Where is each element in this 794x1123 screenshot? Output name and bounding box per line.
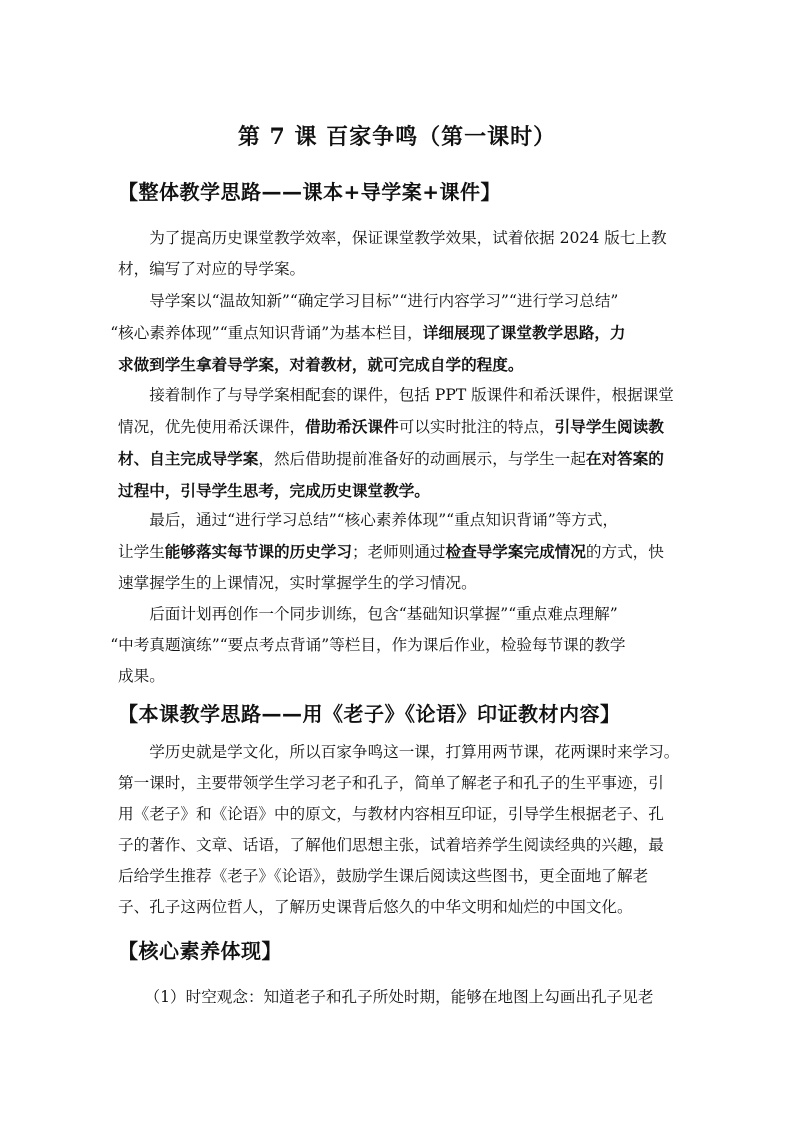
bold-text-run: 详细展现了课堂教学思路，力	[422, 323, 626, 342]
bold-text-run: 借助希沃课件	[305, 417, 399, 436]
paragraph-purpose	[118, 223, 676, 285]
text-run: 情况，优先使用希沃课件，	[118, 418, 306, 436]
section-heading-overall-approach: 【整体教学思路——课本+导学案+课件】	[118, 180, 502, 204]
paragraph-line: 学历史就是学文化，所以百家争鸣这一课，打算用两节课，花两课时来学习。	[149, 743, 680, 761]
lesson-title: 第 7 课 百家争鸣（第一课时）	[237, 124, 557, 150]
text-run: ；老师则通过	[351, 543, 446, 561]
paragraph-line: 成果。	[118, 667, 165, 685]
section-heading-lesson-approach: 【本课教学思路——用《老子》《论语》印证教材内容】	[118, 702, 621, 726]
paragraph-line: （1）时空观念：知道老子和孔子所处时期，能够在地图上勾画出孔子见老	[144, 988, 654, 1006]
bold-text-run: 能够落实每节课的历史学习	[164, 542, 352, 561]
paragraph-line: 为了提高历史课堂教学效率，保证课堂教学效果，试着依据 2024 版七上教	[149, 229, 667, 247]
paragraph-line: 第一课时，主要带领学生学习老子和孔子，简单了解老子和孔子的生平事迹，引	[118, 774, 664, 792]
paragraph-line: 最后，通过“进行学习总结”“核心素养体现”“重点知识背诵”等方式，	[149, 511, 619, 529]
paragraph-line: 用《老子》和《论语》中的原文，与教材内容相互印证，引导学生根据老子、孔	[118, 805, 664, 823]
paragraph-future-plan	[110, 599, 676, 692]
paragraph-line	[118, 443, 676, 475]
paragraph-core-competencies	[118, 982, 676, 1013]
paragraph-guide-sections	[110, 286, 676, 381]
paragraph-line	[118, 411, 676, 443]
paragraph-line: 材，编写了对应的导学案。	[118, 260, 306, 278]
paragraph-courseware	[118, 380, 676, 507]
paragraph-line: “中考真题演练”“要点考点背诵”等栏目，作为课后作业，检验每节课的教学	[110, 636, 626, 654]
paragraph-line	[110, 317, 676, 349]
paragraph-line: 后给学生推荐《老子》《论语》，鼓励学生课后阅读这些图书，更全面地了解老	[118, 867, 649, 885]
bold-text-run: 引导学生阅读教	[554, 417, 664, 436]
text-run: ，然后借助提前准备好的动画展示，与学生一起	[258, 450, 586, 468]
text-run: “核心素养体现”“重点知识背诵”为基本栏目，	[110, 324, 423, 342]
paragraph-line: 接着制作了与导学案相配套的课件，包括 PPT 版课件和希沃课件，根据课堂	[149, 386, 674, 404]
paragraph-line	[118, 536, 676, 568]
bold-text-run: 求做到学生拿着导学案，对着教材，就可完成自学的程度。	[118, 355, 524, 374]
paragraph-lesson-approach	[118, 737, 680, 923]
paragraph-line: 子、孔子这两位哲人，了解历史课背后悠久的中华文明和灿烂的中国文化。	[118, 898, 633, 916]
text-run: 让学生	[118, 543, 165, 561]
section-heading-core-competencies: 【核心素养体现】	[118, 939, 282, 963]
bold-text-run: 在对答案的	[585, 449, 664, 468]
paragraph-line: 子的著作、文章、话语，了解他们思想主张，试着培养学生阅读经典的兴趣，最	[118, 836, 664, 854]
paragraph-line: 导学案以“温故知新”“确定学习目标”“进行内容学习”“进行学习总结”	[149, 292, 619, 310]
bold-text-run: 材、自主完成导学案	[118, 449, 259, 468]
paragraph-summary-methods	[118, 505, 676, 599]
text-run: 的方式，快	[585, 543, 664, 561]
paragraph-line	[118, 475, 676, 507]
bold-text-run: 过程中，引导学生思考，完成历史课堂教学。	[118, 481, 430, 500]
paragraph-line: 后面计划再创作一个同步训练，包含“基础知识掌握”“重点难点理解”	[149, 605, 618, 623]
paragraph-line	[118, 349, 676, 381]
bold-text-run: 检查导学案完成情况	[445, 542, 586, 561]
paragraph-line: 速掌握学生的上课情况，实时掌握学生的学习情况。	[118, 574, 477, 592]
text-run: 可以实时批注的特点，	[398, 418, 555, 436]
